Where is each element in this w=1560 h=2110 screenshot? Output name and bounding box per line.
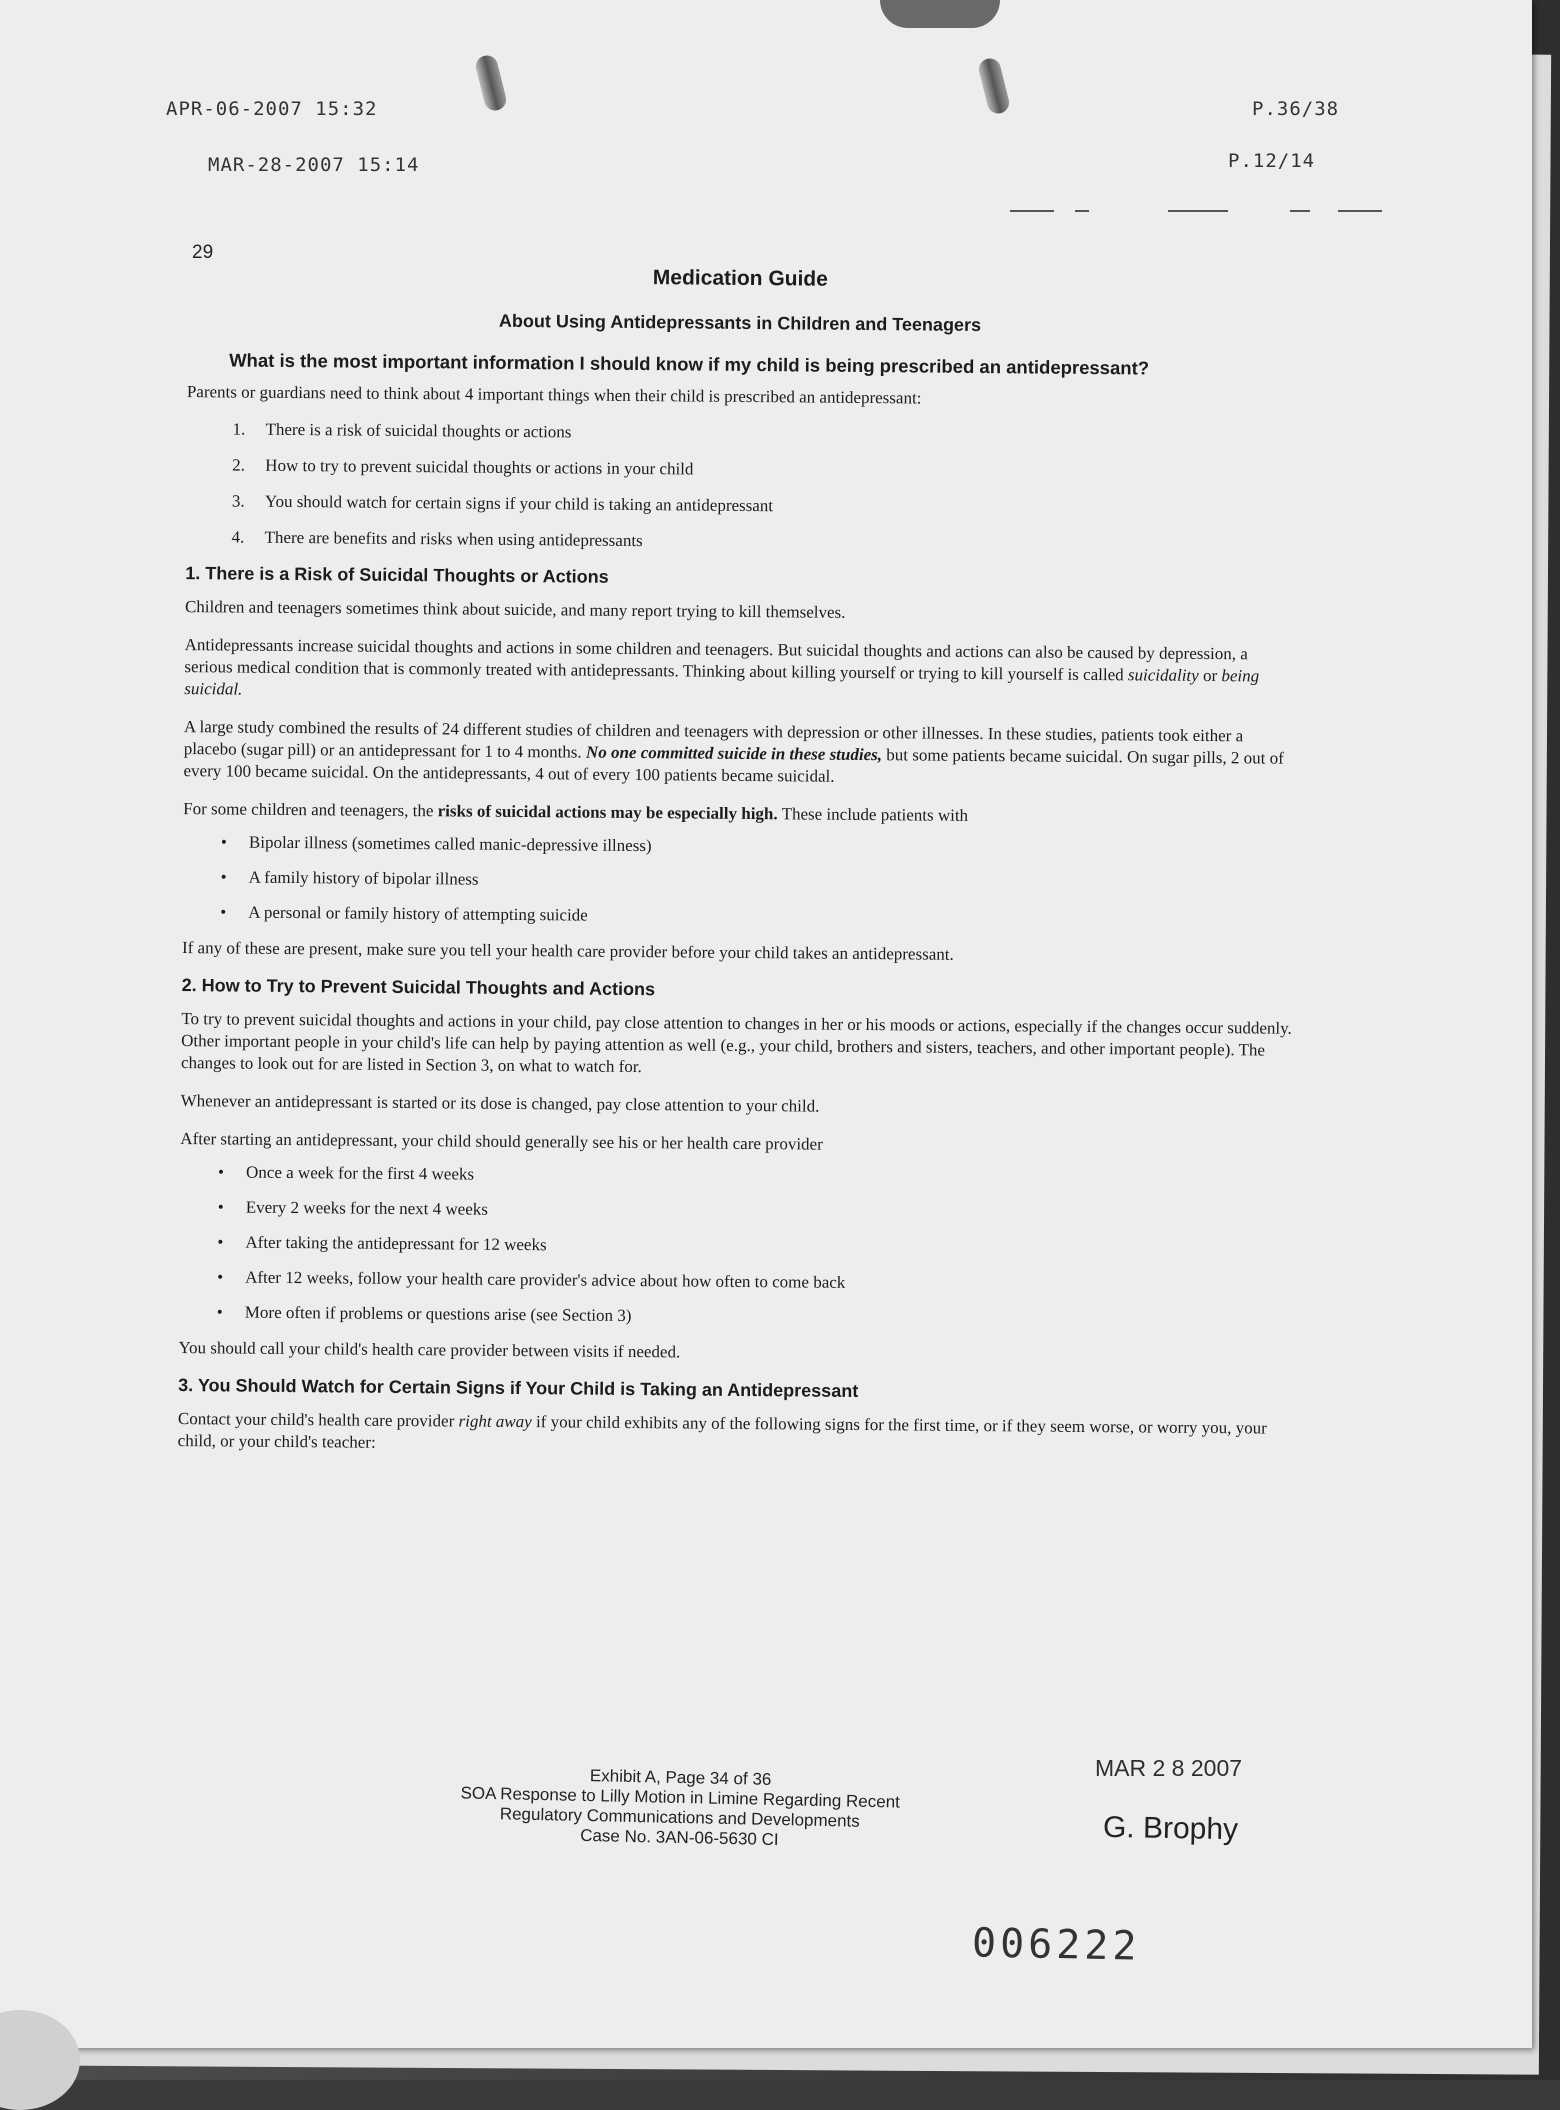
bates-number: 006222 [971,1920,1141,1970]
scan-dash [1010,210,1054,212]
exhibit-line: Case No. 3AN-06-5630 CI [579,1825,779,1850]
key-question: What is the most important information I should know if my child is being prescribed an antidepressant? [229,349,1150,379]
section-2-heading: 2. How to Try to Prevent Suicidal Thoughts and Actions [181,975,656,1000]
list-item: • After 12 weeks, follow your health care provider's advice about how often to come back [217,1267,846,1292]
section-2-paragraph: To try to prevent suicidal thoughts and actions in your child, pay close attention to changes in her or his moods or actions, especially if the changes occur suddenly. Other important people in your child's life can help by paying attention as well (e.g., your child, brothers and sisters, teachers, and other important people). The changes to look out for are listed in Section 3, on what to watch for. [180,1009,1292,1077]
list-item: 2. How to try to prevent suicidal thoughts or actions in your child [232,455,694,479]
scan-dash [1290,210,1310,212]
binder-ring-left [474,53,509,113]
list-item: • After taking the antidepressant for 12 weeks [217,1232,547,1255]
binder-clip [880,0,1000,28]
exhibit-line: Exhibit A, Page 34 of 36 [589,1766,772,1789]
fax-header-page-1: P.36/38 [1252,98,1340,120]
list-item: • A family history of bipolar illness [220,867,479,889]
list-item: • Once a week for the first 4 weeks [217,1162,475,1184]
section-1-paragraph: For some children and teenagers, the risks of suicidal actions may be especially high. These include patients with [183,799,969,825]
section-3-heading: 3. You Should Watch for Certain Signs if Your Child is Taking an Antidepressant [178,1375,859,1401]
page-number: 29 [192,242,214,263]
medication-guide-body [167,262,1302,1478]
fax-header-page-2: P.12/14 [1228,150,1316,172]
exhibit-label [419,1763,941,1854]
list-item: • Every 2 weeks for the next 4 weeks [217,1197,489,1219]
scan-dash [1168,210,1228,212]
section-1-paragraph: If any of these are present, make sure you tell your health care provider before your child takes an antidepressant. [181,938,954,964]
risk-factors-list [220,832,1298,931]
exhibit-line: Regulatory Communications and Developments [499,1804,860,1831]
list-item: • Bipolar illness (sometimes called manic-depressive illness) [220,832,652,856]
list-item: 4. There are benefits and risks when using antidepressants [231,527,643,551]
section-1-heading: 1. There is a Risk of Suicidal Thoughts or Actions [185,563,609,587]
section-1-paragraph: Children and teenagers sometimes think about suicide, and many report trying to kill themselves. [184,597,846,622]
section-2-paragraph: Whenever an antidepressant is started or its dose is changed, pay close attention to your child. [180,1091,820,1116]
scan-dash [1338,210,1382,212]
list-item: • More often if problems or questions arise (see Section 3) [216,1302,632,1325]
section-3-paragraph: Contact your child's health care provider right away if your child exhibits any of the following signs for the first time, or if they seem worse, or worry you, your child, or your child's teacher: [177,1409,1267,1452]
section-2-paragraph: After starting an antidepressant, your child should generally see his or her health care provider [180,1129,823,1154]
section-1-paragraph: Antidepressants increase suicidal thoughts and actions in some children and teenagers. But suicidal thoughts and actions can also be caused by depression, a serious medical condition that is commonly treated with antidepressants. Thinking about killing yourself or trying to kill yourself is called suicidality or being suicidal. [184,635,1260,699]
list-item: 3. You should watch for certain signs if your child is taking an antidepressant [231,491,774,516]
list-item: 1. There is a risk of suicidal thoughts or actions [232,419,572,442]
scan-dash [1075,210,1089,212]
guide-title: Medication Guide [652,266,828,291]
list-item: • A personal or family history of attempting suicide [220,902,588,925]
visit-schedule-list [217,1162,1295,1331]
signature: G. Brophy [1102,1810,1239,1847]
received-date-stamp: MAR 2 8 2007 [1095,1755,1243,1781]
guide-subtitle: About Using Antidepressants in Children and Teenagers [498,310,982,336]
fax-header-date-1: APR-06-2007 15:32 [166,98,378,120]
binder-ring-right [977,56,1012,116]
section-2-paragraph: You should call your child's health care provider between visits if needed. [178,1338,681,1362]
fax-header-date-2: MAR-28-2007 15:14 [208,154,420,176]
intro-paragraph: Parents or guardians need to think about 4 important things when their child is prescribed an antidepressant: [186,382,922,408]
key-points-list [232,419,1302,556]
exhibit-line: SOA Response to Lilly Motion in Limine Regarding Recent [460,1783,901,1812]
section-1-paragraph: A large study combined the results of 24 different studies of children and teenagers with depression or other illnesses. In these studies, patients took either a placebo (sugar pill) or an antidepressant for 1 to 4 months. No one committed suicide in these studies, but some patients became suicidal. On sugar pills, 2 out of every 100 became suicidal. On the antidepressants, 4 out of every 100 patients became suicidal. [183,717,1284,786]
